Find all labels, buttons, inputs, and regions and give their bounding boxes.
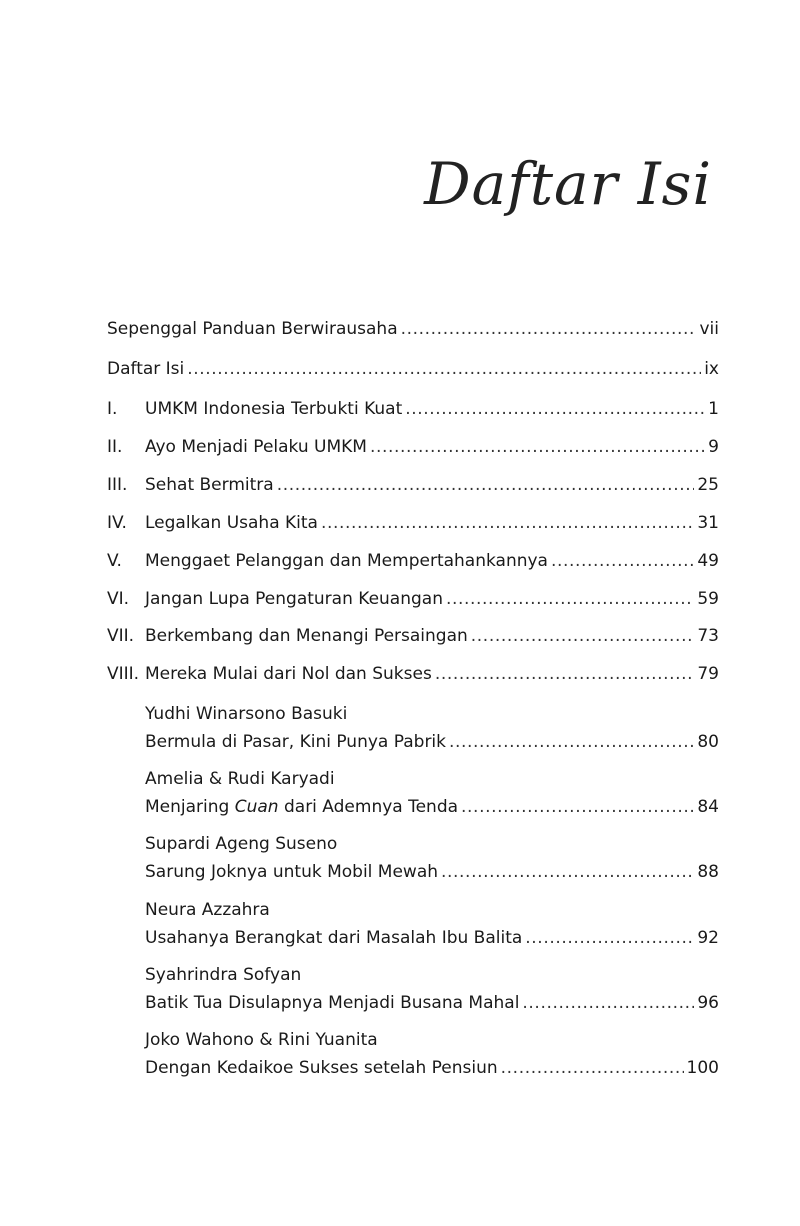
chapter-number: II.	[107, 437, 123, 457]
story-page: 96	[697, 993, 719, 1013]
dot-leader	[405, 397, 705, 421]
dot-leader	[435, 662, 695, 686]
entry-page: 79	[697, 664, 719, 684]
entry-title: Daftar Isi	[107, 359, 185, 379]
toc-entry-chapter-3[interactable]	[107, 473, 719, 497]
story-person: Supardi Ageng Suseno	[145, 834, 338, 854]
dot-leader	[525, 926, 694, 950]
entry-title: UMKM Indonesia Terbukti Kuat	[145, 399, 403, 419]
italic-word: Cuan	[234, 797, 279, 817]
dot-leader	[401, 317, 697, 341]
dot-leader	[370, 435, 705, 459]
toc-entry-chapter-6[interactable]	[107, 587, 719, 611]
toc-story-4[interactable]	[107, 898, 719, 950]
dot-leader	[522, 991, 694, 1015]
page-title: Daftar Isi	[424, 150, 712, 218]
dot-leader	[471, 624, 695, 648]
dot-leader	[441, 860, 694, 884]
dot-leader	[449, 730, 694, 754]
entry-title: Sehat Bermitra	[145, 475, 274, 495]
entry-title: Ayo Menjadi Pelaku UMKM	[145, 437, 367, 457]
chapter-number: VIII.	[107, 664, 140, 684]
dot-leader	[461, 795, 694, 819]
story-title: Sarung Joknya untuk Mobil Mewah	[145, 862, 439, 882]
entry-title: Berkembang dan Menangi Persaingan	[145, 626, 468, 646]
chapter-number: III.	[107, 475, 128, 495]
dot-leader	[187, 357, 701, 381]
toc-story-6[interactable]	[107, 1028, 719, 1080]
entry-page: 31	[697, 513, 719, 533]
entry-title: Legalkan Usaha Kita	[145, 513, 318, 533]
entry-title: Menggaet Pelanggan dan Mempertahankannya	[145, 551, 548, 571]
story-title: Bermula di Pasar, Kini Punya Pabrik	[145, 732, 446, 752]
toc-entry-preface[interactable]	[107, 317, 719, 341]
story-page: 92	[697, 928, 719, 948]
toc-entry-daftar-isi[interactable]	[107, 357, 719, 381]
entry-title: Mereka Mulai dari Nol dan Sukses	[145, 664, 432, 684]
story-page: 80	[697, 732, 719, 752]
story-person: Yudhi Winarsono Basuki	[145, 704, 348, 724]
story-title: Menjaring Cuan dari Ademnya Tenda	[145, 797, 459, 817]
toc-entry-chapter-4[interactable]	[107, 511, 719, 535]
toc-story-5[interactable]	[107, 963, 719, 1015]
story-page: 100	[686, 1058, 719, 1078]
entry-page: ix	[704, 359, 719, 379]
story-person: Amelia & Rudi Karyadi	[145, 769, 335, 789]
story-page: 84	[697, 797, 719, 817]
chapter-number: VII.	[107, 626, 135, 646]
dot-leader	[501, 1056, 684, 1080]
toc-entry-chapter-2[interactable]	[107, 435, 719, 459]
story-title: Dengan Kedaikoe Sukses setelah Pensiun	[145, 1058, 498, 1078]
toc-story-3[interactable]	[107, 832, 719, 884]
toc-entry-chapter-7[interactable]	[107, 624, 719, 648]
story-title: Usahanya Berangkat dari Masalah Ibu Balita	[145, 928, 523, 948]
entry-title: Jangan Lupa Pengaturan Keuangan	[145, 589, 443, 609]
toc-story-1[interactable]	[107, 702, 719, 754]
dot-leader	[446, 587, 694, 611]
story-person: Syahrindra Sofyan	[145, 965, 302, 985]
entry-page: 9	[708, 437, 719, 457]
entry-page: 25	[697, 475, 719, 495]
dot-leader	[277, 473, 695, 497]
entry-title: Sepenggal Panduan Berwirausaha	[107, 319, 398, 339]
chapter-number: IV.	[107, 513, 127, 533]
toc-entry-chapter-1[interactable]	[107, 397, 719, 421]
chapter-number: VI.	[107, 589, 130, 609]
story-page: 88	[697, 862, 719, 882]
story-person: Neura Azzahra	[145, 900, 270, 920]
story-person: Joko Wahono & Rini Yuanita	[145, 1030, 378, 1050]
chapter-number: I.	[107, 399, 118, 419]
toc-entry-chapter-8[interactable]	[107, 662, 719, 686]
entry-page: 59	[697, 589, 719, 609]
dot-leader	[321, 511, 694, 535]
chapter-number: V.	[107, 551, 122, 571]
toc-story-2[interactable]	[107, 767, 719, 819]
story-title: Batik Tua Disulapnya Menjadi Busana Mahal	[145, 993, 520, 1013]
entry-page: vii	[699, 319, 719, 339]
entry-page: 49	[697, 551, 719, 571]
entry-page: 73	[697, 626, 719, 646]
entry-page: 1	[708, 399, 719, 419]
dot-leader	[551, 549, 694, 573]
toc-entry-chapter-5[interactable]	[107, 549, 719, 573]
